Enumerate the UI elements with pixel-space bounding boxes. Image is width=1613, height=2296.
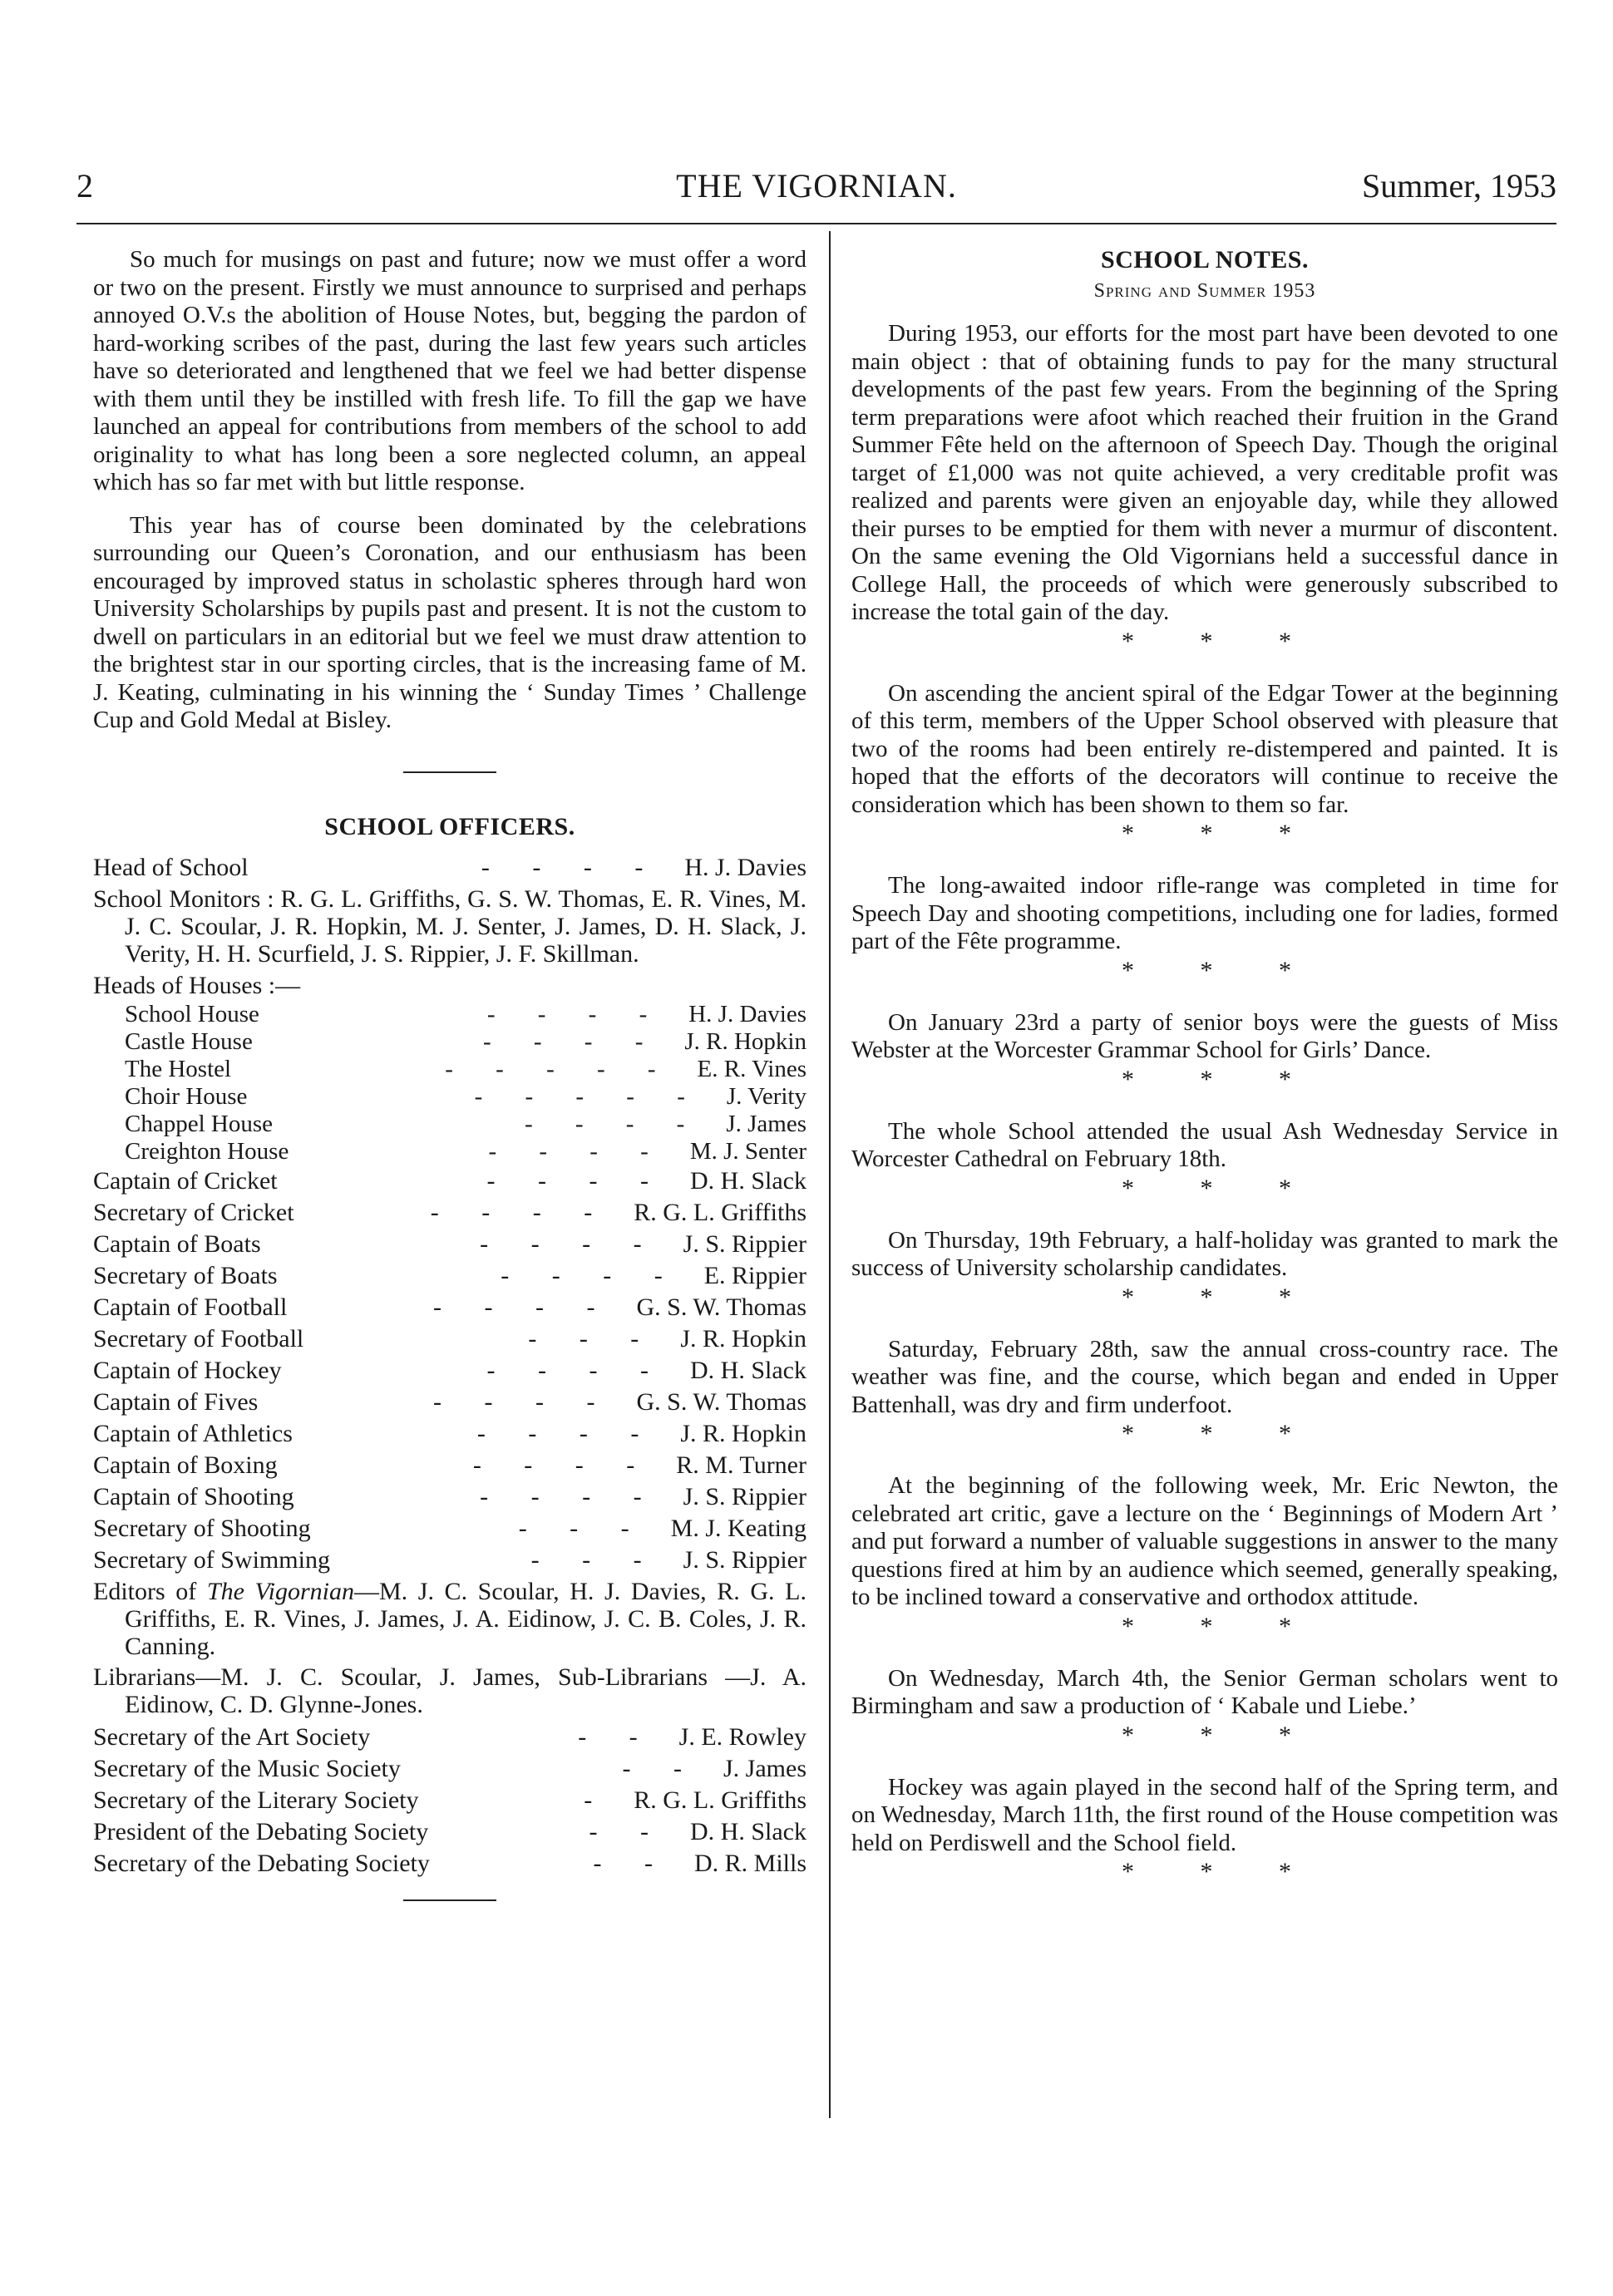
note-paragraph: On Thursday, 19th February, a half-holiday was granted to mark the success of University scholarship candidates.: [851, 1226, 1558, 1281]
column-divider: [829, 231, 831, 2118]
officer-row: Captain of Boats - - - - J. S. Rippier: [93, 1230, 806, 1258]
note-paragraph: Saturday, February 28th, saw the annual cross-country race. The weather was fine, and the course, which began and ended in Upper Battenhall, was dry and firm underfoot.: [851, 1335, 1558, 1418]
officer-row: Choir House - - - - - J. Verity: [125, 1083, 806, 1110]
officer-row: Secretary of Cricket - - - - R. G. L. Griffiths: [93, 1199, 806, 1226]
officer-row: Captain of Football - - - - G. S. W. Thomas: [93, 1293, 806, 1321]
officer-row: Captain of Fives - - - - G. S. W. Thomas: [93, 1388, 806, 1416]
asterisk-divider: * * *: [1122, 956, 1321, 984]
note-paragraph: On January 23rd a party of senior boys were the guests of Miss Webster at the Worcester Grammar School for Girls’ Dance.: [851, 1008, 1558, 1063]
officer-row: Castle House - - - - J. R. Hopkin: [125, 1028, 806, 1055]
asterisk-divider: * * *: [1122, 1721, 1321, 1749]
asterisk-divider: * * *: [1122, 1065, 1321, 1093]
note-paragraph: On Wednesday, March 4th, the Senior German scholars went to Birmingham and saw a production of ‘ Kabale und Liebe.’: [851, 1664, 1558, 1719]
page-number: 2: [76, 167, 93, 204]
officer-row: Secretary of Shooting - - - M. J. Keating: [93, 1515, 806, 1542]
officer-row: Secretary of the Debating Society - - D. R. Mills: [93, 1850, 806, 1877]
section-separator: [403, 771, 496, 773]
asterisk-divider: * * *: [1122, 820, 1321, 847]
note-paragraph: On ascending the ancient spiral of the Edgar Tower at the beginning of this term, members of the Upper School observed with pleasure that two of the rooms had been entirely re-distempered and painted. It is hoped that the efforts of the decorators will continue to receive the consideration which has been shown to them so far.: [851, 679, 1558, 818]
asterisk-divider: * * *: [1122, 1420, 1321, 1447]
officer-row: Captain of Boxing - - - - R. M. Turner: [93, 1451, 806, 1479]
note-paragraph: Hockey was again played in the second half of the Spring term, and on Wednesday, March 11th, the first round of the House competition was held on Perdiswell and the School field.: [851, 1773, 1558, 1856]
editors-entry: Editors of The Vigornian—M. J. C. Scoular, H. J. Davies, R. G. L. Griffiths, E. R. Vines, J. James, J. A. Eidinow, J. C. B. Coles, J. R. Canning.: [93, 1578, 806, 1660]
note-paragraph: During 1953, our efforts for the most part have been devoted to one main object : that of obtaining funds to pay for the many structural developments of the past few years. From the beginning of the Spring term preparations were afoot which reached their fruition in the Grand Summer Fête held on the afternoon of Speech Day. Though the original target of £1,000 was not quite achieved, a very creditable profit was realized and parents were given an enjoyable day, while they allowed their purses to be emptied for them with never a murmur of discontent. On the same evening the Old Vigornians held a successful dance in College Hall, the proceeds of which were generously subscribed to increase the total gain of the day.: [851, 320, 1558, 625]
note-paragraph: At the beginning of the following week, Mr. Eric Newton, the celebrated art critic, gave a lecture on the ‘ Beginnings of Modern Art ’ and put forward a number of valuable suggestions in answer to the many questions fired at him by an audience which seemed, generally speaking, to be inclined toward a conservative and orthodox attitude.: [851, 1472, 1558, 1610]
journal-title: THE VIGORNIAN.: [676, 167, 957, 204]
captains-list: [93, 1165, 806, 1576]
notes-list: [851, 320, 1558, 1885]
houses-list: [93, 1001, 806, 1165]
notes-subtitle: Spring and Summer 1953: [1093, 279, 1316, 302]
notes-title: SCHOOL NOTES.: [1101, 246, 1309, 273]
note-paragraph: The long-awaited indoor rifle-range was completed in time for Speech Day and shooting competitions, including one for ladies, formed part of the Fête programme.: [851, 872, 1558, 954]
officer-row: Captain of Athletics - - - - J. R. Hopkin: [93, 1420, 806, 1447]
officer-row: Captain of Shooting - - - - J. S. Rippier: [93, 1483, 806, 1510]
officer-row: Captain of Cricket - - - - D. H. Slack: [93, 1167, 806, 1195]
magazine-name: The Vigornian: [206, 1578, 354, 1605]
left-column: [93, 246, 806, 1901]
school-monitors: School Monitors : R. G. L. Griffiths, G. S. W. Thomas, E. R. Vines, M. J. C. Scoular, J. R. Hopkin, M. J. Senter, J. James, D. H. Slack, J. Verity, H. H. Scurfield, J. S. Rippier, J. F. Skillman.: [93, 885, 806, 968]
editorial-paragraph: So much for musings on past and future; now we must offer a word or two on the present. Firstly we must announce to surprised and perhaps annoyed O.V.s the abolition of House Notes, but, begging the pardon of hard-working scribes of the past, during the last few years such articles have so deteriorated and lengthened that we feel we had better dispense with them until they be instilled with fresh life. To fill the gap we have launched an appeal for contributions from members of the school to add originality to what has long been a sore neglected column, an appeal which has so far met with but little response.: [93, 246, 806, 495]
officer-row: Secretary of the Music Society - - J. James: [93, 1755, 806, 1782]
officer-row: Head of School - - - - H. J. Davies: [93, 854, 806, 881]
librarians-entry: Librarians—M. J. C. Scoular, J. James, Sub-Librarians —J. A. Eidinow, C. D. Glynne-Jones.: [93, 1663, 806, 1718]
section-separator: [403, 1899, 496, 1901]
officer-row: Secretary of the Art Society - - J. E. Rowley: [93, 1723, 806, 1751]
officer-row: Secretary of the Literary Society - R. G. L. Griffiths: [93, 1786, 806, 1814]
officer-row: Chappel House - - - - J. James: [125, 1111, 806, 1137]
header-rule: [76, 223, 1556, 224]
asterisk-divider: * * *: [1122, 1612, 1321, 1640]
officer-row: President of the Debating Society - - D. H. Slack: [93, 1818, 806, 1845]
asterisk-divider: * * *: [1122, 627, 1321, 655]
issue-season: Summer, 1953: [1362, 167, 1556, 204]
heads-of-houses-label: Heads of Houses :—: [93, 972, 301, 999]
officer-row: Creighton House - - - - M. J. Senter: [125, 1138, 806, 1165]
asterisk-divider: * * *: [1122, 1283, 1321, 1311]
officer-row: Captain of Hockey - - - - D. H. Slack: [93, 1357, 806, 1384]
officer-row: Secretary of Football - - - J. R. Hopkin: [93, 1325, 806, 1352]
officer-row: The Hostel - - - - - E. R. Vines: [125, 1056, 806, 1082]
officer-row: School House - - - - H. J. Davies: [125, 1001, 806, 1027]
asterisk-divider: * * *: [1122, 1174, 1321, 1202]
officers-title: SCHOOL OFFICERS.: [324, 812, 575, 840]
right-column: [851, 246, 1558, 1910]
societies-list: [93, 1722, 806, 1880]
note-paragraph: The whole School attended the usual Ash Wednesday Service in Worcester Cathedral on February 18th.: [851, 1117, 1558, 1172]
asterisk-divider: * * *: [1122, 1858, 1321, 1885]
page-header: [76, 166, 1556, 213]
officer-row: Secretary of Swimming - - - J. S. Rippier: [93, 1546, 806, 1574]
editorial-paragraph: This year has of course been dominated by the celebrations surrounding our Queen’s Coronation, and our enthusiasm has been encouraged by improved status in scholastic spheres through hard won University Scholarships by pupils past and present. It is not the custom to dwell on particulars in an editorial but we feel we must draw attention to the brightest star in our sporting circles, that is the increasing fame of M. J. Keating, culminating in his winning the ‘ Sunday Times ’ Challenge Cup and Gold Medal at Bisley.: [93, 511, 806, 733]
officer-row: Secretary of Boats - - - - E. Rippier: [93, 1262, 806, 1289]
